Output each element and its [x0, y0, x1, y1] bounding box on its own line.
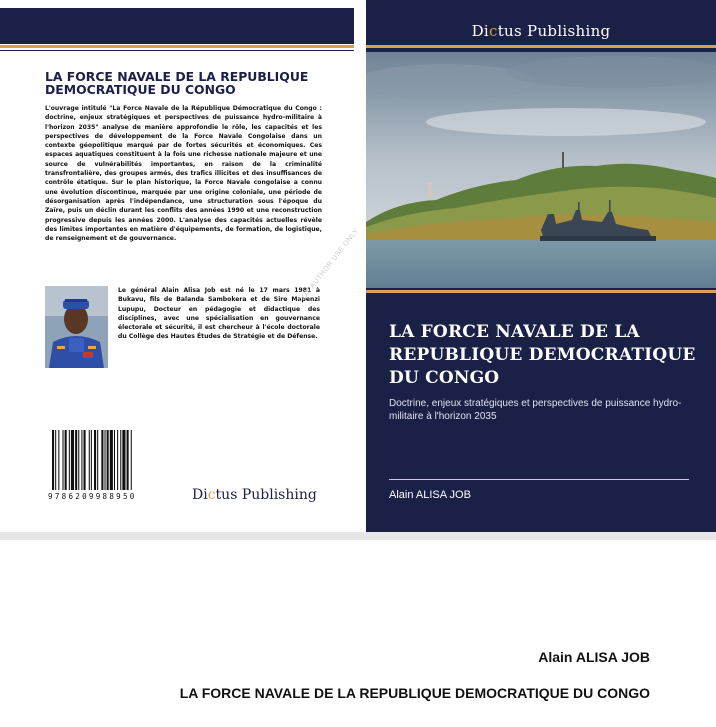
author-biography: Le général Alain Alisa Job est né le 17 mars 1981 à Bukavu, fils de Balanda Sambokera et de Sire Mapenzi Lupupu, Docteur en pédagogie et didactique des disciplines, avec une spécialisation en gouvernance électorale et sécurité, il est chercheur à l'école doctorale du Collège des Hautes Études de Stratégie et de Défense. — [118, 287, 320, 341]
publisher-name-accent: c — [489, 22, 498, 40]
barcode-bar — [97, 430, 98, 490]
barcode-bar — [71, 430, 74, 490]
naval-ship-photo — [366, 52, 716, 288]
front-publisher-logo — [366, 22, 716, 40]
back-gold-stripe — [0, 45, 354, 48]
author-portrait-icon — [45, 286, 108, 368]
barcode-bar — [58, 430, 59, 490]
back-cover — [0, 0, 354, 532]
barcode-bar — [55, 430, 56, 490]
publisher-name-part: tus Publishing — [497, 22, 611, 40]
front-cover — [366, 0, 716, 532]
barcode-bar — [105, 430, 106, 490]
back-cover-summary: L'ouvrage intitulé "La Force Navale de la République Démocratique du Congo : doctrine, enjeux stratégiques et perspectives de puissance hydro-militaire à l'horizon 2035" analyse de manière approfondie le rôle, les capacités et les perspectives de développement de la Force Navale Congolaise dans un contexte géopolitique marqué par de fortes sécurités et économiques. Ces espaces aquatiques constituent à la fois une richesse nationale majeure et une source de vulnérabilités importantes, en raison de la criminalité transfrontalière, des groupes armés, des trafics illicites et des insuffisances de contrôle étatique. Sur le plan historique, la Force Navale congolaise a connu une évolution discontinue, marquée par une origine coloniale, une période de désorganisation après l'indépendance, une structuration sous l'époque du Zaïre, puis un déclin durant les conflits des années 1990 et une reconstruction progressive depuis les années 2000. L'analyse des capacités actuelles révèle des limites importantes en matière d'équipements, de formation, de logistique, de renseignement et de gouvernance. — [45, 105, 322, 243]
barcode-bar — [107, 430, 109, 490]
publisher-name-part: tus Publishing — [215, 487, 317, 503]
listing-title: LA FORCE NAVALE DE LA REPUBLIQUE DEMOCRATIQUE DU CONGO — [179, 685, 650, 701]
front-cover-title: LA FORCE NAVALE DE LA REPUBLIQUE DEMOCRATIQUE DU CONGO — [389, 322, 696, 388]
barcode-bar — [110, 430, 113, 490]
barcode-bar — [69, 430, 70, 490]
publisher-name-accent: c — [207, 487, 216, 503]
barcode-bar — [84, 430, 86, 490]
back-cover-title: LA FORCE NAVALE DE LA REPUBLIQUE DEMOCRATIQUE DU CONGO — [45, 69, 309, 97]
barcode-bar — [127, 430, 129, 490]
isbn-number: 9786209988950 — [48, 492, 137, 501]
barcode-bar — [65, 430, 67, 490]
barcode-bar — [114, 430, 115, 490]
front-gold-stripe-top — [366, 45, 716, 48]
barcode-bar — [117, 430, 118, 490]
barcode-bar — [75, 430, 77, 490]
barcode-icon — [52, 430, 170, 496]
barcode-bar — [131, 430, 132, 490]
barcode-bar — [122, 430, 125, 490]
publisher-name-part: Di — [192, 487, 208, 503]
barcode-bar — [81, 430, 82, 490]
author-photo — [45, 286, 108, 368]
author-use-watermark: FOR AUTHOR USE ONLY — [298, 227, 361, 305]
barcode-bar — [120, 430, 121, 490]
back-top-band — [0, 8, 354, 44]
front-gold-stripe-bottom — [366, 290, 716, 293]
barcode-bar — [101, 430, 103, 490]
back-publisher-logo — [192, 487, 317, 503]
front-cover-subtitle: Doctrine, enjeux stratégiques et perspectives de puissance hydro-militaire à l'horizon 2035 — [389, 398, 682, 422]
barcode-bar — [91, 430, 92, 490]
publisher-name-part: Di — [471, 22, 489, 40]
back-thin-stripe — [0, 50, 354, 51]
barcode-bar — [78, 430, 79, 490]
barcode-bar — [94, 430, 96, 490]
front-cover-author: Alain ALISA JOB — [389, 489, 471, 501]
listing-author: Alain ALISA JOB — [538, 649, 650, 665]
front-divider — [389, 479, 689, 480]
barcode-bar — [63, 430, 64, 490]
barcode-bar — [89, 430, 90, 490]
page-separator — [0, 532, 716, 540]
barcode-bar — [52, 430, 54, 490]
